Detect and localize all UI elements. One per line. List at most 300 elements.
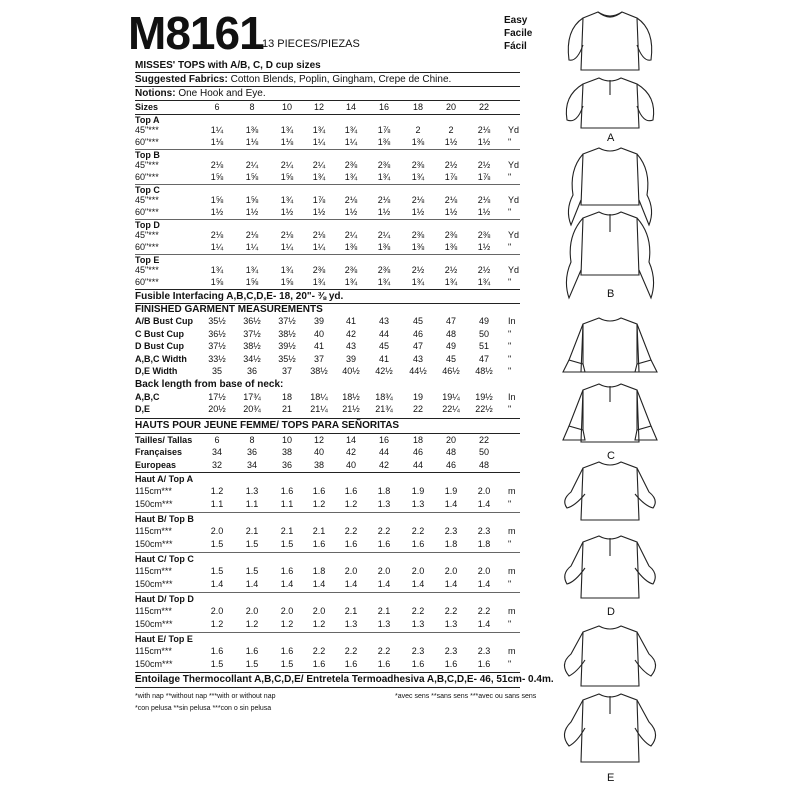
cell-value: 2.1 [377, 606, 391, 616]
cell-value: 1⅜ [245, 125, 259, 135]
cell-value: 2⅜ [344, 265, 358, 275]
cell-value: 45 [412, 316, 423, 326]
cell-value: 2½ [477, 265, 491, 275]
row-label: 45"*** [135, 160, 159, 170]
cell-value: 2¼ [344, 230, 358, 240]
cell-value: 2⅜ [312, 265, 326, 275]
cell-value: 42 [378, 459, 389, 470]
cell-value: 2⅛ [280, 230, 294, 240]
section-heading [135, 74, 451, 86]
row-label: 115cm*** [135, 526, 172, 536]
cell-value: 2⅛ [245, 230, 259, 240]
back-length-row [135, 392, 525, 403]
cell-value: 1⅝ [280, 171, 294, 182]
row-label: 150cm*** [135, 538, 173, 549]
cell-value: 51 [478, 341, 489, 351]
cell-value: 21½ [342, 404, 360, 414]
divider [135, 100, 520, 101]
cell-value: 1⅜ [411, 241, 425, 252]
cell-value: 16 [378, 434, 389, 445]
cell-value: 1¼ [344, 136, 358, 147]
fabrics-text: Cotton Blends, Poplin, Gingham, Crepe de Chine. [230, 74, 452, 85]
row-label: 60"*** [135, 171, 159, 182]
measurement-row [135, 354, 525, 365]
view-d-front-sketch [565, 462, 656, 520]
cell-value: 21 [281, 404, 292, 414]
cell-value: 40 [345, 459, 356, 470]
metric-yardage-row [135, 499, 525, 510]
view-e-back-sketch [564, 694, 655, 762]
cell-value: 1¾ [312, 171, 326, 182]
cell-value: 1⅛ [245, 136, 259, 147]
top-name: Top D [135, 220, 160, 230]
cell-value: 2.0 [477, 566, 491, 576]
view-label-e: E [607, 772, 615, 784]
cell-value: 2.0 [312, 606, 326, 616]
yardage-row [135, 277, 525, 288]
cell-value: 1.4 [344, 578, 358, 589]
cell-value: 1.5 [210, 566, 224, 576]
cell-value: 1¾ [377, 276, 391, 287]
row-label: 150cm*** [135, 578, 173, 589]
cell-value: 2⅛ [411, 195, 425, 205]
cell-value: 1.1 [245, 498, 259, 509]
cell-value: 2⅜ [411, 160, 425, 170]
cell-value: 1.6 [280, 486, 294, 496]
unit-label: " [508, 578, 512, 589]
cell-value: 2.2 [344, 526, 358, 536]
unit-label: " [508, 498, 512, 509]
cell-value: 1.6 [280, 566, 294, 576]
view-b-back-sketch [566, 212, 653, 298]
cell-value: 1½ [411, 206, 425, 217]
cell-value: 1⅝ [245, 171, 259, 182]
cell-value: 36½ [208, 328, 226, 339]
cell-value: 50 [478, 328, 489, 339]
top-name: Top A [135, 115, 160, 125]
cell-value: 1⅝ [280, 276, 294, 287]
cell-value: 1⅞ [444, 171, 458, 182]
cell-value: 14 [345, 434, 356, 445]
cell-value: 2.2 [344, 646, 358, 656]
view-label-b: B [607, 288, 615, 300]
cell-value: 2⅛ [344, 195, 358, 205]
cell-value: 1⅞ [477, 171, 491, 182]
row-label: 115cm*** [135, 486, 172, 496]
metric-size-row [135, 460, 525, 471]
cell-value: 44 [378, 447, 389, 457]
cell-value: 35 [211, 366, 222, 376]
cell-value: 2⅛ [477, 125, 491, 135]
cell-value: 1.4 [411, 578, 425, 589]
cell-value: 1¾ [210, 265, 224, 275]
cell-value: 2.2 [411, 526, 425, 536]
cell-value: 2⅜ [377, 265, 391, 275]
cell-value: 46 [412, 328, 423, 339]
cell-value: 1½ [444, 136, 458, 147]
cell-value: 12 [313, 434, 324, 445]
cell-value: 42 [345, 328, 356, 339]
cell-value: 1½ [344, 206, 358, 217]
cell-value: 21¾ [375, 404, 393, 414]
finished-measurements-title: FINISHED GARMENT MEASUREMENTS [135, 304, 323, 315]
footnote-spanish: *con pelusa **sin pelusa ***con o sin pelusa [135, 705, 272, 712]
cell-value: 1⅜ [377, 241, 391, 252]
cell-value: 1½ [210, 206, 224, 217]
cell-value: 1.3 [245, 486, 259, 496]
row-label: 115cm*** [135, 606, 172, 616]
cell-value: 2 [415, 125, 421, 135]
cell-value: 38½ [310, 366, 328, 376]
cell-value: 2½ [444, 265, 458, 275]
cell-value: 12 [313, 102, 324, 112]
row-label: 60"*** [135, 276, 159, 287]
footnote-english: *with nap **without nap ***with or without nap [135, 693, 276, 700]
top-name: Top B [135, 150, 160, 160]
cell-value: 2⅛ [477, 195, 491, 205]
cell-value: 1.6 [411, 538, 425, 549]
cell-value: 1.4 [477, 498, 491, 509]
cell-value: 2.2 [377, 526, 391, 536]
level-fr: Facile [504, 28, 533, 39]
unit-label: Yd [508, 265, 520, 275]
cell-value: 1.5 [245, 566, 259, 576]
notions-text: One Hook and Eye. [178, 88, 266, 99]
row-label: A/B Bust Cup [135, 316, 193, 326]
cell-value: 39 [313, 316, 324, 326]
unit-label: " [508, 341, 512, 351]
cell-value: 2⅛ [312, 230, 326, 240]
cell-value: 1.2 [210, 618, 224, 629]
row-label: Sizes [135, 102, 159, 112]
cell-value: 2.2 [444, 606, 458, 616]
row-label: 60"*** [135, 136, 159, 147]
divider [135, 219, 520, 220]
yardage-row [135, 230, 525, 241]
divider [135, 592, 520, 593]
cell-value: 2.0 [444, 566, 458, 576]
view-b-front-sketch [568, 148, 651, 225]
cell-value: 1¾ [344, 276, 358, 287]
cell-value: 46 [445, 459, 456, 470]
cell-value: 17¾ [243, 391, 261, 402]
unit-label: Yd [508, 125, 520, 135]
cell-value: 1¼ [210, 241, 224, 252]
cell-value: 1.9 [444, 486, 458, 496]
divider [135, 672, 520, 673]
cell-value: 39 [345, 353, 356, 364]
cell-value: 37 [281, 366, 292, 376]
metric-top-name: Haut B/ Top B [135, 514, 194, 524]
view-a-back-sketch [566, 78, 653, 128]
cell-value: 36 [281, 459, 292, 470]
fabrics-label: Suggested Fabrics: [135, 74, 228, 85]
cell-value: 2.0 [280, 606, 294, 616]
cell-value: 22½ [475, 404, 493, 414]
cell-value: 18½ [342, 391, 360, 402]
difficulty-level [504, 14, 532, 53]
row-label: 150cm*** [135, 658, 173, 669]
metric-yardage-row [135, 619, 525, 630]
view-label-c: C [607, 450, 615, 462]
cell-value: 1.1 [210, 498, 224, 509]
cell-value: 49 [445, 341, 456, 351]
cell-value: 2.0 [477, 486, 491, 496]
cell-value: 1⅝ [245, 276, 259, 287]
cell-value: 18¼ [310, 391, 328, 402]
cell-value: 22¼ [442, 404, 460, 414]
cell-value: 1¾ [344, 125, 358, 135]
row-label: D,E Width [135, 366, 178, 376]
cell-value: 18 [281, 391, 292, 402]
metric-yardage-row [135, 486, 525, 497]
cell-value: 1⅜ [444, 241, 458, 252]
cell-value: 1.6 [444, 658, 458, 669]
unit-label: In [508, 316, 516, 326]
section-heading [135, 420, 399, 432]
cell-value: 1.6 [210, 646, 224, 656]
view-a-front-sketch [568, 12, 651, 70]
cell-value: 1½ [377, 206, 391, 217]
row-label: C Bust Cup [135, 328, 184, 339]
cell-value: 40½ [342, 366, 360, 376]
cell-value: 1.5 [210, 658, 224, 669]
metric-top-name: Haut A/ Top A [135, 474, 194, 484]
cell-value: 1.6 [245, 646, 259, 656]
cell-value: 43 [412, 353, 423, 364]
cell-value: 22 [412, 404, 423, 414]
cell-value: 38½ [278, 328, 296, 339]
cell-value: 18 [412, 102, 423, 112]
cell-value: 2.3 [477, 646, 491, 656]
cell-value: 42 [345, 447, 356, 457]
cell-value: 2⅜ [444, 230, 458, 240]
misses-tops-title: MISSES' TOPS with A/B, C, D cup sizes [135, 60, 321, 71]
cell-value: 2½ [411, 265, 425, 275]
unit-label: " [508, 328, 512, 339]
cell-value: 2.1 [312, 526, 326, 536]
cell-value: 1¾ [245, 265, 259, 275]
cell-value: 2.2 [477, 606, 491, 616]
yardage-row [135, 242, 525, 253]
yardage-row [135, 207, 525, 218]
cell-value: 1¼ [210, 125, 224, 135]
unit-label: m [508, 526, 516, 536]
cell-value: 1.5 [245, 538, 259, 549]
view-e-front-sketch [564, 626, 655, 686]
cell-value: 1.4 [444, 498, 458, 509]
cell-value: 37½ [208, 341, 226, 351]
metric-interfacing-text: Entoilage Thermocollant A,B,C,D,E/ Entretela Termoadhesiva A,B,C,D,E- 46, 51cm- 0.4m. [135, 674, 554, 685]
cell-value: 14 [345, 102, 356, 112]
metric-size-row [135, 447, 525, 458]
cell-value: 38 [313, 459, 324, 470]
cell-value: 1¾ [312, 276, 326, 287]
cell-value: 1¼ [312, 136, 326, 147]
cell-value: 32 [211, 459, 222, 470]
cell-value: 19¼ [442, 391, 460, 402]
cell-value: 2¼ [280, 160, 294, 170]
divider [135, 472, 520, 473]
cell-value: 1.2 [280, 618, 294, 629]
cell-value: 1¾ [344, 171, 358, 182]
cell-value: 1.6 [477, 658, 491, 669]
measurement-row [135, 366, 525, 377]
cell-value: 2.2 [377, 646, 391, 656]
cell-value: 1.6 [344, 486, 358, 496]
cell-value: 2½ [477, 160, 491, 170]
section-heading [135, 304, 323, 316]
cell-value: 2⅜ [344, 160, 358, 170]
unit-label: Yd [508, 160, 520, 170]
cell-value: 20½ [208, 404, 226, 414]
cell-value: 2⅜ [377, 160, 391, 170]
cell-value: 1½ [477, 136, 491, 147]
cell-value: 45 [378, 341, 389, 351]
cell-value: 34 [246, 459, 257, 470]
cell-value: 1½ [312, 206, 326, 217]
cell-value: 50 [478, 447, 489, 457]
cell-value: 1.2 [344, 498, 358, 509]
metric-yardage-row [135, 579, 525, 590]
divider [135, 418, 520, 419]
cell-value: 1¾ [280, 265, 294, 275]
unit-label: In [508, 391, 516, 402]
sizes-row [135, 102, 525, 113]
cell-value: 1.6 [344, 538, 358, 549]
cell-value: 46½ [442, 366, 460, 376]
cell-value: 1.6 [312, 538, 326, 549]
row-label: Françaises [135, 447, 183, 457]
cell-value: 2.0 [377, 566, 391, 576]
row-label: 115cm*** [135, 566, 172, 576]
back-length-row [135, 404, 525, 415]
row-label: D,E [135, 404, 151, 414]
unit-label: m [508, 486, 516, 496]
divider [135, 433, 520, 434]
cell-value: 47 [478, 353, 489, 364]
cell-value: 49 [478, 316, 489, 326]
cell-value: 2⅛ [444, 195, 458, 205]
view-c-back-sketch [563, 384, 657, 442]
cell-value: 1¼ [245, 241, 259, 252]
measurement-row [135, 341, 525, 352]
cell-value: 1¾ [477, 276, 491, 287]
top-name: Top E [135, 255, 160, 265]
cell-value: 21¼ [310, 404, 328, 414]
unit-label: " [508, 366, 512, 376]
cell-value: 48½ [475, 366, 493, 376]
cell-value: 1.4 [477, 578, 491, 589]
cell-value: 2.0 [411, 566, 425, 576]
cell-value: 1.4 [245, 578, 259, 589]
cell-value: 2⅛ [377, 195, 391, 205]
cell-value: 1¾ [411, 276, 425, 287]
cell-value: 19 [412, 391, 423, 402]
section-heading [135, 379, 283, 391]
cell-value: 2 [448, 125, 454, 135]
unit-label: " [508, 538, 512, 549]
cell-value: 10 [281, 102, 292, 112]
view-label-d: D [607, 606, 615, 618]
cell-value: 1½ [245, 206, 259, 217]
cell-value: 1⅝ [210, 276, 224, 287]
row-label: 60"*** [135, 206, 159, 217]
row-label: 115cm*** [135, 646, 172, 656]
divider [135, 512, 520, 513]
cell-value: 1.8 [312, 566, 326, 576]
cell-value: 2.1 [280, 526, 294, 536]
cell-value: 44½ [409, 366, 427, 376]
cell-value: 1.8 [444, 538, 458, 549]
row-label: 45"*** [135, 230, 159, 240]
metric-top-name: Haut E/ Top E [135, 634, 193, 644]
cell-value: 2.3 [477, 526, 491, 536]
level-en: Easy [504, 15, 528, 26]
cell-value: 1.2 [245, 618, 259, 629]
view-sketches [555, 0, 685, 800]
cell-value: 44 [378, 328, 389, 339]
cell-value: 37½ [243, 328, 261, 339]
cell-value: 1.3 [377, 498, 391, 509]
cell-value: 1¾ [411, 171, 425, 182]
cell-value: 44 [412, 459, 423, 470]
yardage-row [135, 125, 525, 136]
cell-value: 8 [249, 102, 255, 112]
cell-value: 2⅛ [210, 230, 224, 240]
metric-yardage-row [135, 526, 525, 537]
cell-value: 6 [214, 102, 220, 112]
footnote-french: *avec sens **sans sens ***avec ou sans sens [395, 693, 537, 700]
row-label: Europeas [135, 459, 177, 470]
cell-value: 1.4 [444, 578, 458, 589]
cell-value: 1⅛ [280, 136, 294, 147]
cell-value: 1½ [444, 206, 458, 217]
cell-value: 22 [478, 434, 489, 445]
divider [135, 687, 520, 688]
cell-value: 2¼ [312, 160, 326, 170]
cell-value: 1¾ [444, 276, 458, 287]
interfacing-text: Fusible Interfacing A,B,C,D,E- 18, 20"- ⅜ yd. [135, 291, 344, 302]
yardage-row [135, 160, 525, 171]
cell-value: 2.3 [411, 646, 425, 656]
level-es: Fácil [504, 41, 527, 52]
garment-illustrations [555, 0, 685, 800]
cell-value: 1.2 [210, 486, 224, 496]
metric-size-row [135, 435, 525, 446]
cell-value: 47 [412, 341, 423, 351]
cell-value: 42½ [375, 366, 393, 376]
cell-value: 1¾ [312, 125, 326, 135]
back-length-title: Back length from base of neck: [135, 378, 284, 390]
cell-value: 1⅝ [245, 195, 259, 205]
divider [135, 114, 520, 115]
cell-value: 2.3 [444, 526, 458, 536]
cell-value: 36 [246, 366, 257, 376]
row-label: 45"*** [135, 195, 159, 205]
divider [135, 289, 520, 290]
yardage-row [135, 265, 525, 276]
cell-value: 18¾ [375, 391, 393, 402]
metric-yardage-row [135, 566, 525, 577]
metric-top-name: Haut C/ Top C [135, 554, 194, 564]
cell-value: 1⅛ [210, 136, 224, 147]
cell-value: 36 [246, 447, 257, 457]
cell-value: 8 [249, 434, 255, 445]
cell-value: 2⅛ [210, 160, 224, 170]
cell-value: 1.5 [280, 538, 294, 549]
cell-value: 2.3 [444, 646, 458, 656]
